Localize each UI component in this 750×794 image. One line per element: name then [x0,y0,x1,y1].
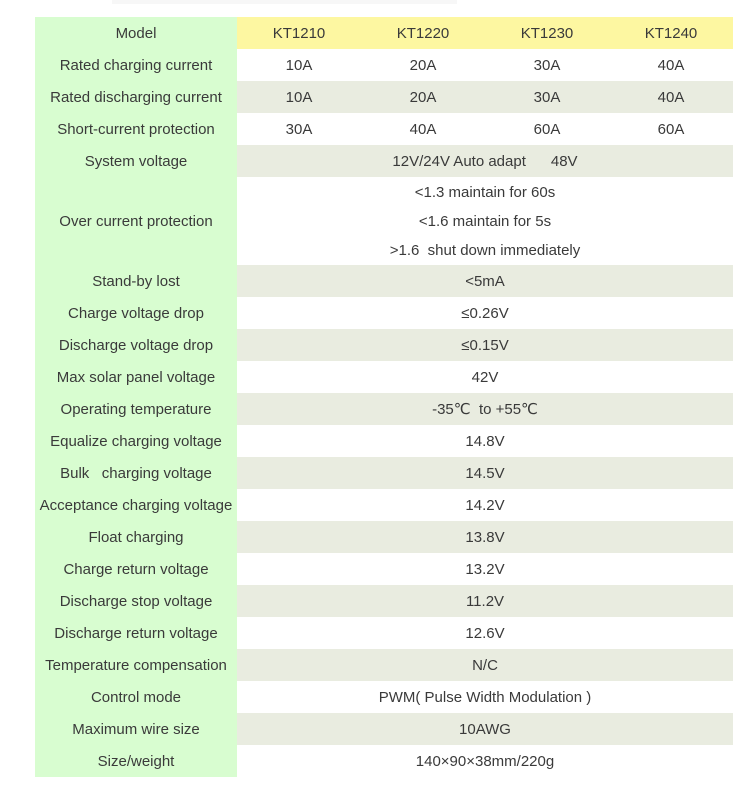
model-name: KT1220 [396,24,450,42]
table-row-operating-temperature [35,393,733,425]
spec-value-cell: 10A [285,56,313,74]
spec-label: Rated charging current [35,49,237,81]
spec-value-cell: 30A [533,88,561,106]
model-header-label: Model [35,17,237,49]
spec-label: Charge return voltage [35,553,237,585]
spec-value: 14.2V [237,489,733,521]
top-divider-bar [112,0,457,4]
table-row-rated-discharging-current [35,81,733,113]
spec-value: 13.8V [237,521,733,553]
table-row-system-voltage [35,145,733,177]
spec-value-cell: 60A [533,120,561,138]
spec-label: Bulk charging voltage [35,457,237,489]
table-row-discharge-voltage-drop [35,329,733,361]
spec-value-cell: 40A [657,88,685,106]
spec-value-cell: 20A [409,88,437,106]
spec-label: Max solar panel voltage [35,361,237,393]
table-row-maximum-wire-size [35,713,733,745]
spec-value: 13.2V [237,553,733,585]
table-row-max-solar-panel-voltage [35,361,733,393]
spec-label: Over current protection [35,177,237,265]
table-row-charge-return-voltage [35,553,733,585]
spec-value: 14.8V [237,425,733,457]
model-name: KT1240 [644,24,698,42]
table-row-over-current-protection [35,177,733,265]
spec-value-cell: 10A [285,88,313,106]
model-header-values [237,17,733,49]
table-row-short-current-protection [35,113,733,145]
spec-label: Operating temperature [35,393,237,425]
spec-value-cell: 30A [533,56,561,74]
spec-label: Rated discharging current [35,81,237,113]
spec-value: ≤0.26V [237,297,733,329]
spec-label: System voltage [35,145,237,177]
table-row-stand-by-lost [35,265,733,297]
table-row-temperature-compensation [35,649,733,681]
model-name: KT1210 [272,24,326,42]
model-name: KT1230 [520,24,574,42]
spec-label: Acceptance charging voltage [35,489,237,521]
spec-label: Equalize charging voltage [35,425,237,457]
spec-value-line: <1.3 maintain for 60s [414,183,556,201]
spec-label: Control mode [35,681,237,713]
spec-value: 42V [237,361,733,393]
spec-value: <5mA [237,265,733,297]
spec-label: Size/weight [35,745,237,777]
table-row-equalize-charging-voltage [35,425,733,457]
spec-value: 10AWG [237,713,733,745]
table-row-bulk-charging-voltage [35,457,733,489]
table-row-size-weight [35,745,733,777]
table-row-charge-voltage-drop [35,297,733,329]
spec-value: 12.6V [237,617,733,649]
spec-value: N/C [237,649,733,681]
table-row-discharge-return-voltage [35,617,733,649]
spec-value-line: >1.6 shut down immediately [389,241,581,259]
table-row-rated-charging-current [35,49,733,81]
spec-value-cell: 40A [409,120,437,138]
spec-value: 11.2V [237,585,733,617]
spec-values [237,49,733,81]
table-row-float-charging [35,521,733,553]
spec-label: Discharge stop voltage [35,585,237,617]
table-row-acceptance-charging-voltage [35,489,733,521]
spec-label: Short-current protection [35,113,237,145]
spec-value: -35℃ to +55℃ [237,393,733,425]
spec-label: Discharge voltage drop [35,329,237,361]
spec-label: Float charging [35,521,237,553]
table-header-row [35,17,733,49]
spec-value: 140×90×38mm/220g [237,745,733,777]
spec-value: 14.5V [237,457,733,489]
spec-value: PWM( Pulse Width Modulation ) [237,681,733,713]
spec-value-cell: 30A [285,120,313,138]
spec-value-line: <1.6 maintain for 5s [418,212,552,230]
spec-values [237,81,733,113]
table-row-discharge-stop-voltage [35,585,733,617]
spec-value-cell: 20A [409,56,437,74]
spec-table [35,17,733,777]
spec-label: Maximum wire size [35,713,237,745]
spec-value: 12V/24V Auto adapt 48V [237,145,733,177]
spec-label: Charge voltage drop [35,297,237,329]
spec-value-multiline [237,177,733,265]
spec-value: ≤0.15V [237,329,733,361]
spec-value-cell: 40A [657,56,685,74]
spec-values [237,113,733,145]
spec-label: Stand-by lost [35,265,237,297]
table-row-control-mode [35,681,733,713]
spec-label: Temperature compensation [35,649,237,681]
spec-label: Discharge return voltage [35,617,237,649]
spec-value-cell: 60A [657,120,685,138]
